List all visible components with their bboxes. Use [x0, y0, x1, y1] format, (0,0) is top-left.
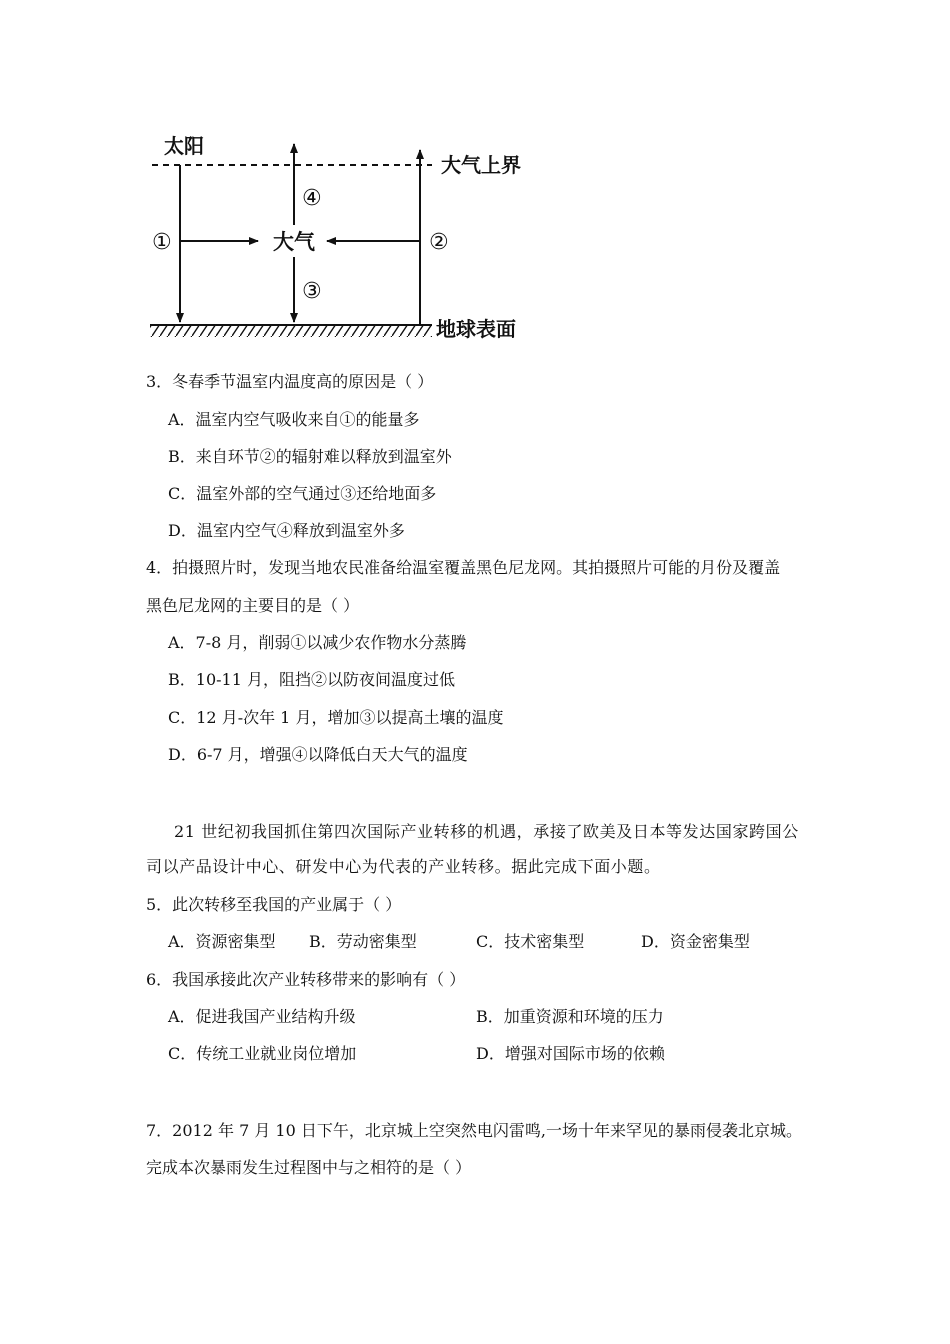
q3-option-c[interactable]: C．温室外部的空气通过③还给地面多 — [168, 484, 437, 503]
marker-4: ④ — [302, 186, 322, 211]
q4-option-a[interactable]: A．7-8 月，削弱①以减少农作物水分蒸腾 — [168, 633, 467, 652]
passage-line2: 司以产品设计中心、研发中心为代表的产业转移。据此完成下面小题。 — [146, 857, 661, 876]
q4-stem-line1: 4．拍摄照片时，发现当地农民准备给温室覆盖黑色尼龙网。其拍摄照片可能的月份及覆盖 — [146, 558, 781, 577]
atmosphere-heating-diagram — [0, 0, 950, 360]
q6-stem: 6．我国承接此次产业转移带来的影响有（ ） — [146, 970, 466, 989]
ground-surface-label: 地球表面 — [436, 317, 516, 341]
atmosphere-label: 大气 — [273, 230, 315, 254]
sun-label: 太阳 — [164, 134, 204, 158]
marker-1: ① — [152, 230, 172, 255]
ground-hatching — [150, 326, 432, 337]
q6-option-c[interactable]: C．传统工业就业岗位增加 — [168, 1044, 357, 1063]
q6-option-a[interactable]: A．促进我国产业结构升级 — [168, 1007, 356, 1026]
q5-option-b[interactable]: B．劳动密集型 — [309, 932, 417, 951]
marker-3: ③ — [302, 279, 322, 304]
q6-option-b[interactable]: B．加重资源和环境的压力 — [476, 1007, 664, 1026]
q7-stem-line2: 完成本次暴雨发生过程图中与之相符的是（ ） — [146, 1158, 472, 1177]
q3-option-b[interactable]: B．来自环节②的辐射难以释放到温室外 — [168, 447, 452, 466]
q4-option-d[interactable]: D．6-7 月，增强④以降低白天大气的温度 — [168, 745, 468, 764]
marker-2: ② — [429, 230, 449, 255]
q7-stem-line1: 7．2012 年 7 月 10 日下午，北京城上空突然电闪雷鸣,一场十年来罕见的暴雨侵袭北京城。 — [146, 1121, 802, 1140]
q5-option-c[interactable]: C．技术密集型 — [476, 932, 585, 951]
q5-stem: 5．此次转移至我国的产业属于（ ） — [146, 895, 402, 914]
q4-option-c[interactable]: C．12 月-次年 1 月，增加③以提高土壤的温度 — [168, 708, 504, 727]
q3-stem: 3．冬春季节温室内温度高的原因是（ ） — [146, 372, 434, 391]
q5-option-a[interactable]: A．资源密集型 — [168, 932, 276, 951]
atmosphere-top-label: 大气上界 — [441, 153, 521, 177]
q5-option-d[interactable]: D．资金密集型 — [641, 932, 750, 951]
q6-option-d[interactable]: D．增强对国际市场的依赖 — [476, 1044, 665, 1063]
q3-option-a[interactable]: A．温室内空气吸收来自①的能量多 — [168, 410, 420, 429]
q4-stem-line2: 黑色尼龙网的主要目的是（ ） — [146, 596, 360, 615]
q3-option-d[interactable]: D．温室内空气④释放到温室外多 — [168, 521, 405, 540]
q4-option-b[interactable]: B．10-11 月，阻挡②以防夜间温度过低 — [168, 670, 455, 689]
passage-line1: 21 世纪初我国抓住第四次国际产业转移的机遇，承接了欧美及日本等发达国家跨国公 — [174, 822, 799, 841]
